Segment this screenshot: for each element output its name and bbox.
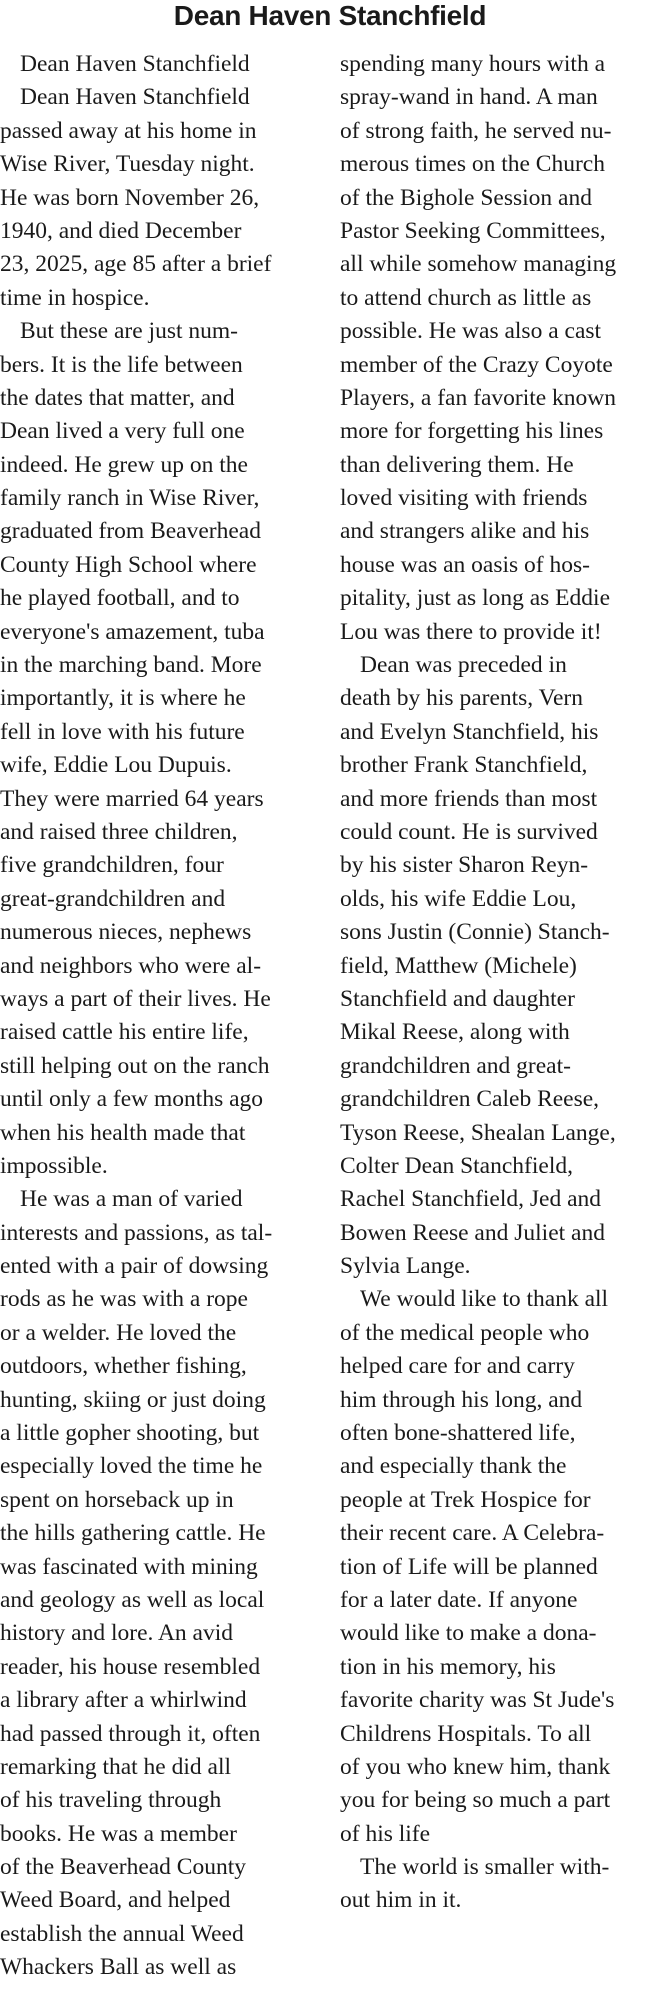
text-line: Tyson Reese, Shealan Lange, — [340, 1119, 616, 1146]
text-line: and neighbors who were al- — [0, 952, 262, 979]
text-line: when his health made that — [0, 1119, 246, 1146]
text-line: passed away at his home in — [0, 117, 257, 144]
text-line: by his sister Sharon Reyn- — [340, 852, 589, 879]
text-line: Wise River, Tuesday night. — [0, 151, 255, 178]
text-line: raised cattle his entire life, — [0, 1019, 249, 1046]
text-line: especially loved the time he — [0, 1453, 263, 1480]
text-line: of the medical people who — [340, 1319, 590, 1346]
text-line: But these are just num- — [20, 318, 238, 345]
text-line: establish the annual Weed — [0, 1920, 244, 1947]
text-line: their recent care. A Celebra- — [340, 1520, 605, 1547]
text-line: of you who knew him, thank — [340, 1753, 611, 1780]
text-line: Dean was preceded in — [360, 652, 567, 679]
text-line: Stanchfield and daughter — [340, 985, 575, 1012]
text-line: Rachel Stanchfield, Jed and — [340, 1186, 602, 1213]
text-line: Pastor Seeking Committees, — [340, 217, 606, 244]
text-line: he played football, and to — [0, 585, 240, 612]
text-line: favorite charity was St Jude's — [340, 1687, 615, 1714]
text-line: Lou was there to provide it! — [340, 618, 602, 645]
text-line: grandchildren Caleb Reese, — [340, 1086, 600, 1113]
text-line: ways a part of their lives. He — [0, 985, 271, 1012]
text-line: people at Trek Hospice for — [340, 1486, 591, 1513]
text-line: of his traveling through — [0, 1787, 222, 1814]
text-line: Dean Haven Stanchfield — [20, 51, 250, 77]
text-line: you for being so much a part — [340, 1787, 611, 1814]
text-line: pitality, just as long as Eddie — [340, 585, 610, 612]
text-line: brother Frank Stanchfield, — [340, 752, 588, 779]
text-line: Dean Haven Stanchfield — [20, 84, 250, 111]
text-line: and especially thank the — [340, 1453, 567, 1480]
text-line: 1940, and died December — [0, 217, 242, 244]
text-line: was fascinated with mining — [0, 1553, 258, 1580]
text-line: member of the Crazy Coyote — [340, 351, 613, 378]
text-line: He was born November 26, — [0, 184, 260, 211]
text-line: family ranch in Wise River, — [0, 485, 260, 512]
text-line: 23, 2025, age 85 after a brief — [0, 251, 272, 278]
text-line: importantly, it is where he — [0, 685, 246, 712]
text-line: Dean lived a very full one — [0, 418, 245, 445]
text-line: The world is smaller with- — [360, 1854, 610, 1881]
text-line: and geology as well as local — [0, 1586, 265, 1613]
text-line: Childrens Hospitals. To all — [340, 1720, 592, 1747]
text-line: He was a man of varied — [20, 1186, 243, 1213]
text-line: helped care for and carry — [340, 1353, 575, 1380]
text-line: loved visiting with friends — [340, 485, 588, 512]
text-line: Weed Board, and helped — [0, 1887, 231, 1914]
text-line: had passed through it, often — [0, 1720, 261, 1747]
text-line: indeed. He grew up on the — [0, 451, 248, 478]
text-line: of the Bighole Session and — [340, 184, 592, 211]
text-line: County High School where — [0, 551, 257, 578]
text-line: Players, a fan favorite known — [340, 384, 617, 411]
text-line: Sylvia Lange. — [340, 1253, 471, 1280]
text-line: him through his long, and — [340, 1386, 583, 1413]
text-line: or a welder. He loved the — [0, 1319, 237, 1346]
text-line: graduated from Beaverhead — [0, 518, 261, 545]
text-line: Mikal Reese, along with — [340, 1019, 570, 1046]
text-line: than delivering them. He — [340, 451, 574, 478]
text-line: wife, Eddie Lou Dupuis. — [0, 752, 232, 779]
text-line: in the marching band. More — [0, 652, 262, 679]
text-line: books. He was a member — [0, 1820, 237, 1847]
text-line: Bowen Reese and Juliet and — [340, 1219, 605, 1246]
text-line: fell in love with his future — [0, 718, 245, 745]
text-line: time in hospice. — [0, 284, 150, 311]
text-line: death by his parents, Vern — [340, 685, 583, 712]
text-line: tion of Life will be planned — [340, 1553, 598, 1580]
text-line: all while somehow managing — [340, 251, 617, 278]
text-line: grandchildren and great- — [340, 1052, 571, 1079]
text-line: to attend church as little as — [340, 284, 592, 311]
text-line: and strangers alike and his — [340, 518, 590, 545]
text-line: of the Beaverhead County — [0, 1854, 247, 1881]
text-line: interests and passions, as tal- — [0, 1219, 273, 1246]
text-line: sons Justin (Connie) Stanch- — [340, 919, 610, 946]
obituary-column-right — [340, 48, 658, 1918]
text-line: spending many hours with a — [340, 51, 605, 77]
text-line: possible. He was also a cast — [340, 318, 602, 345]
text-line: and Evelyn Stanchfield, his — [340, 718, 599, 745]
text-line: often bone-shattered life, — [340, 1420, 576, 1447]
text-line: a little gopher shooting, but — [0, 1420, 260, 1447]
text-line: more for forgetting his lines — [340, 418, 604, 445]
text-line: five grandchildren, four — [0, 852, 224, 879]
text-line: and more friends than most — [340, 785, 598, 812]
text-line: outdoors, whether fishing, — [0, 1353, 247, 1380]
text-line: everyone's amazement, tuba — [0, 618, 265, 645]
text-line: tion in his memory, his — [340, 1653, 556, 1680]
text-line: out him in it. — [340, 1887, 462, 1914]
text-line: great-grandchildren and — [0, 885, 226, 912]
text-line: merous times on the Church — [340, 151, 605, 178]
text-line: still helping out on the ranch — [0, 1052, 270, 1079]
text-line: reader, his house resembled — [0, 1653, 261, 1680]
text-line: impossible. — [0, 1152, 108, 1179]
text-line: rods as he was with a rope — [0, 1286, 248, 1313]
text-line: the dates that matter, and — [0, 384, 235, 411]
text-line: bers. It is the life between — [0, 351, 243, 378]
text-line: spray-wand in hand. A man — [340, 84, 598, 111]
text-line: and raised three children, — [0, 818, 238, 845]
text-line: numerous nieces, nephews — [0, 919, 252, 946]
text-line: Whackers Ball as well as — [0, 1954, 237, 1981]
text-line: olds, his wife Eddie Lou, — [340, 885, 577, 912]
text-line: hunting, skiing or just doing — [0, 1386, 266, 1413]
text-line: would like to make a dona- — [340, 1620, 597, 1647]
text-line: the hills gathering cattle. He — [0, 1520, 266, 1547]
text-line: history and lore. An avid — [0, 1620, 234, 1647]
text-line: spent on horseback up in — [0, 1486, 234, 1513]
text-line: They were married 64 years — [0, 785, 264, 812]
obituary-column-left — [0, 48, 318, 1985]
text-line: ented with a pair of dowsing — [0, 1253, 269, 1280]
text-line: of his life — [340, 1820, 431, 1847]
text-line: remarking that he did all — [0, 1753, 232, 1780]
text-line: a library after a whirlwind — [0, 1687, 247, 1714]
text-line: We would like to thank all — [360, 1286, 609, 1313]
text-line: could count. He is survived — [340, 818, 598, 845]
page-title: Dean Haven Stanchfield — [173, 0, 487, 31]
text-line: Colter Dean Stanchfield, — [340, 1152, 573, 1179]
text-line: house was an oasis of hos- — [340, 551, 590, 578]
text-line: until only a few months ago — [0, 1086, 264, 1113]
text-line: of strong faith, he served nu- — [340, 117, 612, 144]
text-line: field, Matthew (Michele) — [340, 952, 577, 979]
text-line: for a later date. If anyone — [340, 1586, 578, 1613]
